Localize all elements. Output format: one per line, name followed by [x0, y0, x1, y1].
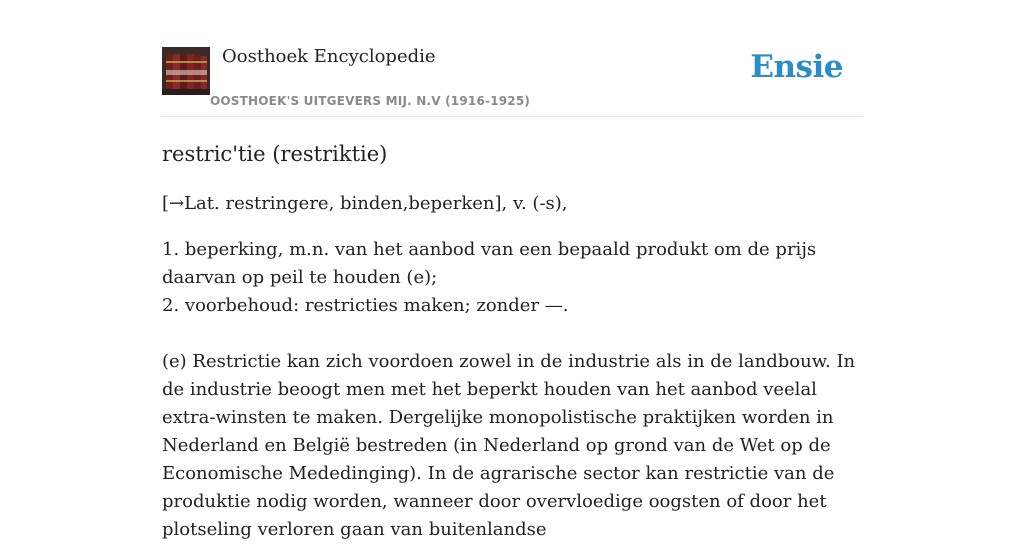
entry-body: (e) Restrictie kan zich voordoen zowel in de industrie als in de landbouw. In de industrie beoogt men met het beperkt houden van het aanbod veelal extra-winsten te maken. Dergelijke monopolistische praktijken worden in Nederland en België bestreden (in Nederland op grond van de Wet op de Economische Mededinging). In de agrarische sector kan restrictie van de produktie nodig worden, wanneer door overvloedige oogsten of door het plotseling verloren gaan van buitenlandse [162, 351, 856, 540]
entry-content [162, 138, 864, 544]
ensie-logo[interactable]: Ensie [750, 49, 843, 85]
entry-etymology: [→Lat. restringere, binden,beperken], v. (-s), [162, 193, 568, 214]
definition-item: 2. voorbehoud: restricties maken; zonder —. [162, 295, 569, 316]
definition-item: 1. beperking, m.n. van het aanbod van een bepaald produkt om de prijs daarvan op peil te houden (e); [162, 239, 817, 288]
entry-title: restric'tie (restriktie) [162, 142, 388, 166]
source-title[interactable]: Oosthoek Encyclopedie [222, 46, 436, 67]
source-header [162, 0, 862, 117]
encyclopedia-books-icon[interactable] [162, 47, 210, 95]
source-subtitle: OOSTHOEK'S UITGEVERS MIJ. N.V (1916-1925) [210, 94, 531, 108]
definition-list [162, 236, 864, 320]
